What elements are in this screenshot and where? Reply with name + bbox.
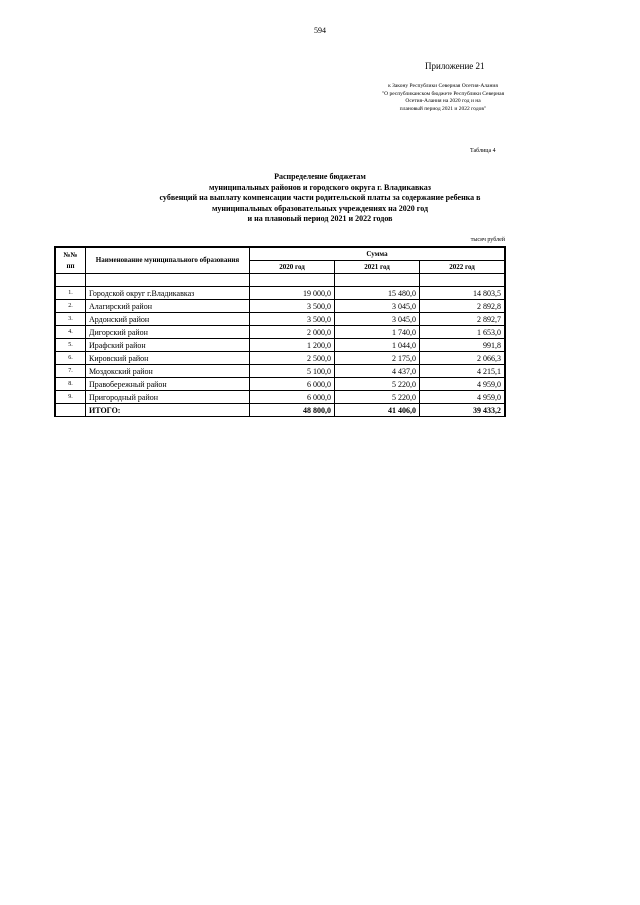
row-number: 2. [55,300,86,313]
row-municipality: Кировский район [86,352,250,365]
row-value-2021: 2 175,0 [335,352,420,365]
units-label: тысяч рублей [470,237,505,243]
title-line: муниципальных районов и городского округа г. Владикавказ [208,182,432,192]
title-line: Распределение бюджетам [274,172,366,181]
row-number: 6. [55,352,86,365]
header-sum: Сумма [250,247,506,261]
header-year-2022: 2022 год [420,261,506,274]
appendix-subtitle-line: плановый период 2021 и 2022 годов" [399,105,487,112]
row-value-2022: 2 892,7 [420,313,506,326]
row-number: 5. [55,339,86,352]
row-municipality: Ардонский район [86,313,250,326]
row-municipality: Моздокский район [86,365,250,378]
table-row [55,313,505,326]
row-value-2022: 4 959,0 [420,391,506,404]
row-value-2022: 1 653,0 [420,326,506,339]
table-row [55,300,505,313]
row-value-2021: 3 045,0 [335,313,420,326]
row-value-2020: 3 500,0 [250,300,335,313]
row-value-2021: 5 220,0 [335,378,420,391]
table-row [55,378,505,391]
row-municipality: Правобережный район [86,378,250,391]
row-municipality: Городской округ г.Владикавказ [86,287,250,300]
row-value-2021: 4 437,0 [335,365,420,378]
header-year-2021: 2021 год [335,261,420,274]
table-row [55,352,505,365]
header-num: №№ пп [55,247,86,274]
header-name: Наименование муниципального образования [86,247,250,274]
row-value-2021: 15 480,0 [335,287,420,300]
table-row [55,339,505,352]
table-row [55,365,505,378]
header-year-2020: 2020 год [250,261,335,274]
appendix-subtitle-line: "О республиканском бюджете Республики Северная [381,90,505,97]
row-value-2020: 2 000,0 [250,326,335,339]
title-line: субвенций на выплату компенсации части родительской платы за содержание ребенка в [159,193,481,202]
row-value-2021: 3 045,0 [335,300,420,313]
row-value-2022: 4 959,0 [420,378,506,391]
row-value-2022: 2 066,3 [420,352,506,365]
row-municipality: Пригородный район [86,391,250,404]
row-value-2020: 6 000,0 [250,391,335,404]
row-number: 8. [55,378,86,391]
row-number: 9. [55,391,86,404]
row-number: 7. [55,365,86,378]
total-value-2021: 41 406,0 [335,404,420,417]
row-value-2022: 14 803,5 [420,287,506,300]
row-value-2021: 1 044,0 [335,339,420,352]
table-reference: Таблица 4 [470,148,496,154]
title-line: и на плановый период 2021 и 2022 годов [247,214,393,223]
table-row [55,326,505,339]
appendix-subtitle [348,83,538,113]
row-value-2022: 2 892,8 [420,300,506,313]
total-label: ИТОГО: [86,404,250,417]
spacer-row [55,274,505,287]
appendix-subtitle-line: к Закону Республики Северная Осетия-Алания [388,83,498,89]
row-number: 3. [55,313,86,326]
row-value-2020: 1 200,0 [250,339,335,352]
row-municipality: Алагирский район [86,300,250,313]
row-municipality: Дигорский район [86,326,250,339]
row-value-2020: 19 000,0 [250,287,335,300]
total-num-cell [55,404,86,417]
budget-table [54,246,506,417]
appendix-subtitle-line: Осетия-Алания на 2020 год и на [405,98,481,104]
row-value-2021: 5 220,0 [335,391,420,404]
total-value-2020: 48 800,0 [250,404,335,417]
row-value-2021: 1 740,0 [335,326,420,339]
total-row [55,404,505,417]
row-value-2020: 3 500,0 [250,313,335,326]
appendix-title: Приложение 21 [425,61,485,71]
row-municipality: Ирафский район [86,339,250,352]
row-value-2020: 5 100,0 [250,365,335,378]
page-number: 594 [314,26,326,35]
row-number: 1. [55,287,86,300]
row-value-2022: 4 215,1 [420,365,506,378]
table-row [55,287,505,300]
total-value-2022: 39 433,2 [420,404,506,417]
table-row [55,391,505,404]
title-line: муниципальных образовательных учреждениях на 2020 год [211,203,429,213]
row-value-2020: 6 000,0 [250,378,335,391]
row-value-2020: 2 500,0 [250,352,335,365]
document-title [60,172,580,225]
row-value-2022: 991,8 [420,339,506,352]
row-number: 4. [55,326,86,339]
